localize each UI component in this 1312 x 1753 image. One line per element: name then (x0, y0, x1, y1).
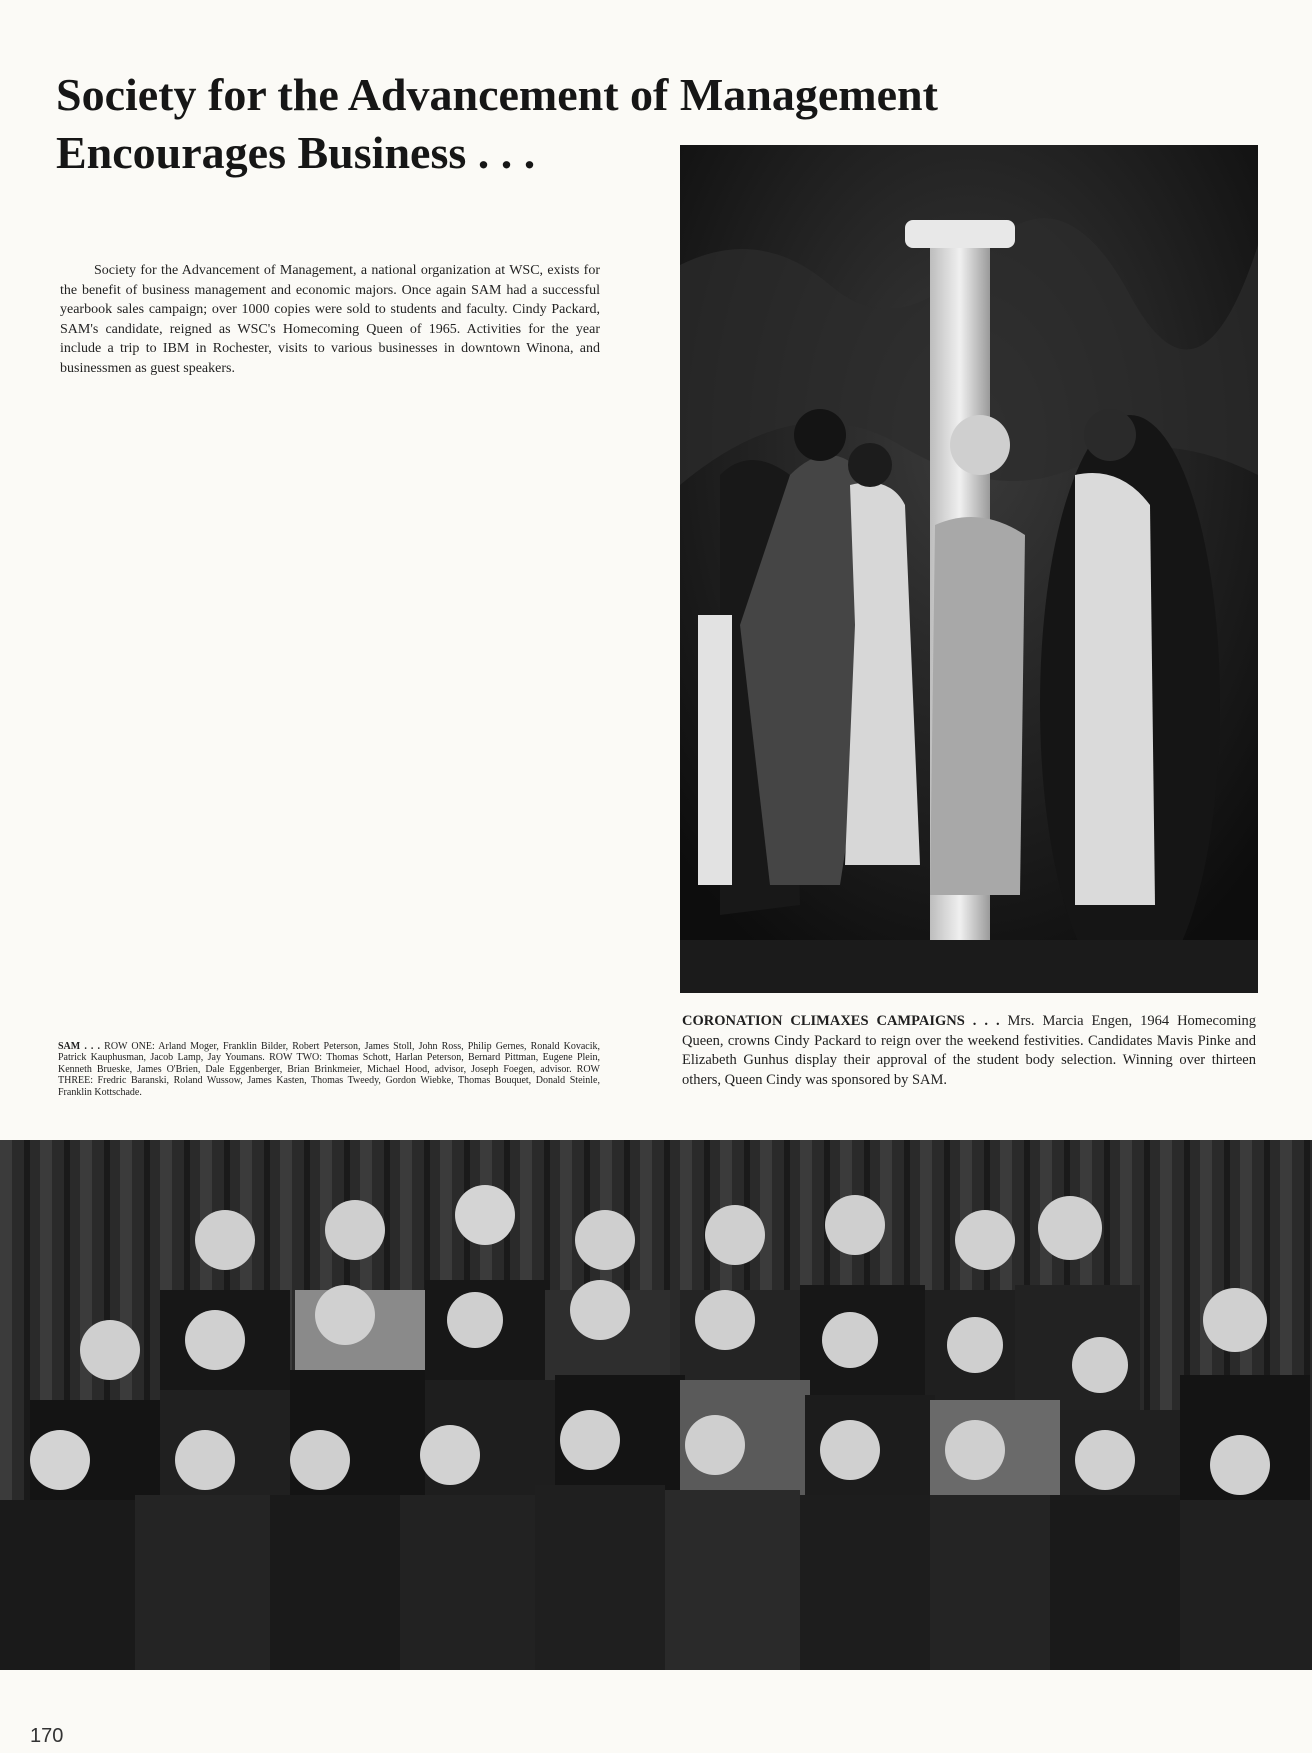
coronation-caption-lead: CORONATION CLIMAXES CAMPAIGNS . . . (682, 1013, 1000, 1029)
headline-line-1: Society for the Advancement of Management (56, 69, 938, 120)
sam-group-caption (58, 1041, 600, 1098)
headline-line-2: Encourages Business . . . (56, 127, 536, 178)
sam-caption-names: ROW ONE: Arland Moger, Franklin Bilder, Robert Peterson, James Stoll, John Ross, Philip Gernes, Ronald Kovacik, Patrick Kauphusman, Jacob Lamp, Jay Youmans. ROW TWO: Thomas Schott, Harlan Peterson, Bernard Pittman, Eugene Plein, Kenneth Brueske, James O'Brien, Dale Eggenberger, Brian Brinkmeier, Michael Hood, advisor, Joseph Foegen, advisor. ROW THREE: Fredric Baranski, Roland Wussow, James Kasten, Thomas Tweedy, Gordon Wiebke, Thomas Bouquet, Donald Steinle, Franklin Kottschade. (58, 1041, 600, 1098)
sam-caption-lead: SAM . . . (58, 1041, 101, 1052)
coronation-caption (682, 1012, 1256, 1090)
sam-group-photo (0, 1140, 1312, 1670)
page-number: 170 (30, 1725, 64, 1747)
intro-paragraph: Society for the Advancement of Management, a national organization at WSC, exists for the benefit of business management and economic majors. Once again SAM had a successful yearbook sales campaign; over 1000 copies were sold to students and faculty. Cindy Packard, SAM's candidate, reigned as WSC's Homecoming Queen of 1965. Activities for the year include a trip to IBM in Rochester, visits to various businesses in downtown Winona, and businessmen as guest speakers. (60, 263, 600, 376)
coronation-photo (680, 145, 1258, 993)
coronation-caption-body: Mrs. Marcia Engen, 1964 Homecoming Queen, crowns Cindy Packard to reign over the weekend festivities. Candidates Mavis Pinke and Elizabeth Gunhus display their approval of the student body selection. Winning over thirteen others, Queen Cindy was sponsored by SAM. (682, 1013, 1257, 1088)
